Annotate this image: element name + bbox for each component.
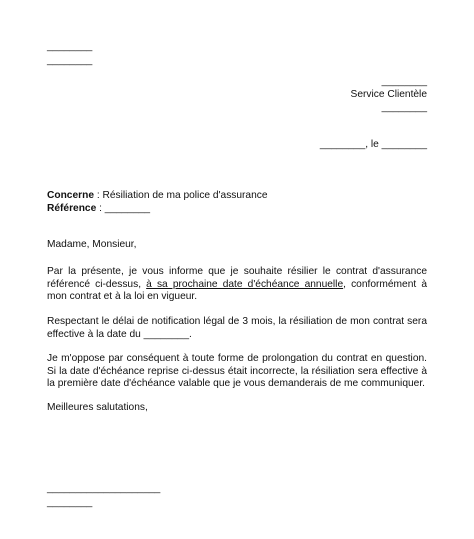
place-date-separator: , le: [365, 139, 382, 150]
concerne-text: : Résiliation de ma police d'assurance: [94, 190, 268, 201]
paragraph-1-start: Par la présente, je vous informe que je souhaite résilier le contrat d'assurance référencé ci-dessus,: [47, 266, 427, 290]
signature-line: ____________________: [47, 483, 161, 494]
sender-line-1: ________: [47, 41, 93, 52]
paragraph-2: Respectant le délai de notification légal de 3 mois, la résiliation de mon contrat sera effective à la date du ________.: [47, 316, 427, 340]
paragraph-1-end: , conformément à mon contrat et à la loi en vigueur.: [47, 278, 427, 303]
reference-line: [47, 203, 150, 216]
paragraph-3: Je m'oppose par conséquent à toute forme de prolongation du contrat en question. Si la date d'échéance reprise ci-dessus était incorrecte, la résiliation sera effective à la première date d'échéance valable que je vous demanderais de me communiquer.: [47, 353, 427, 390]
subject-line: [47, 190, 268, 203]
recipient-name: Service Clientèle: [350, 89, 427, 100]
reference-text: : ________: [96, 203, 151, 214]
signature-name: ________: [47, 497, 93, 508]
place-field: ________: [319, 139, 366, 150]
recipient-line-top: ________: [381, 76, 427, 87]
concerne-label: Concerne: [47, 190, 94, 201]
date-field: ________: [381, 139, 427, 150]
paragraph-1: [47, 266, 427, 304]
closing: Meilleures salutations,: [47, 402, 148, 413]
reference-label: Référence: [47, 203, 97, 214]
greeting: Madame, Monsieur,: [47, 239, 137, 250]
place-date: [320, 139, 427, 152]
recipient-line-bottom: ________: [381, 102, 427, 113]
sender-line-2: ________: [47, 55, 93, 66]
paragraph-1-underlined: à sa prochaine date d'échéance annuelle: [146, 278, 344, 290]
